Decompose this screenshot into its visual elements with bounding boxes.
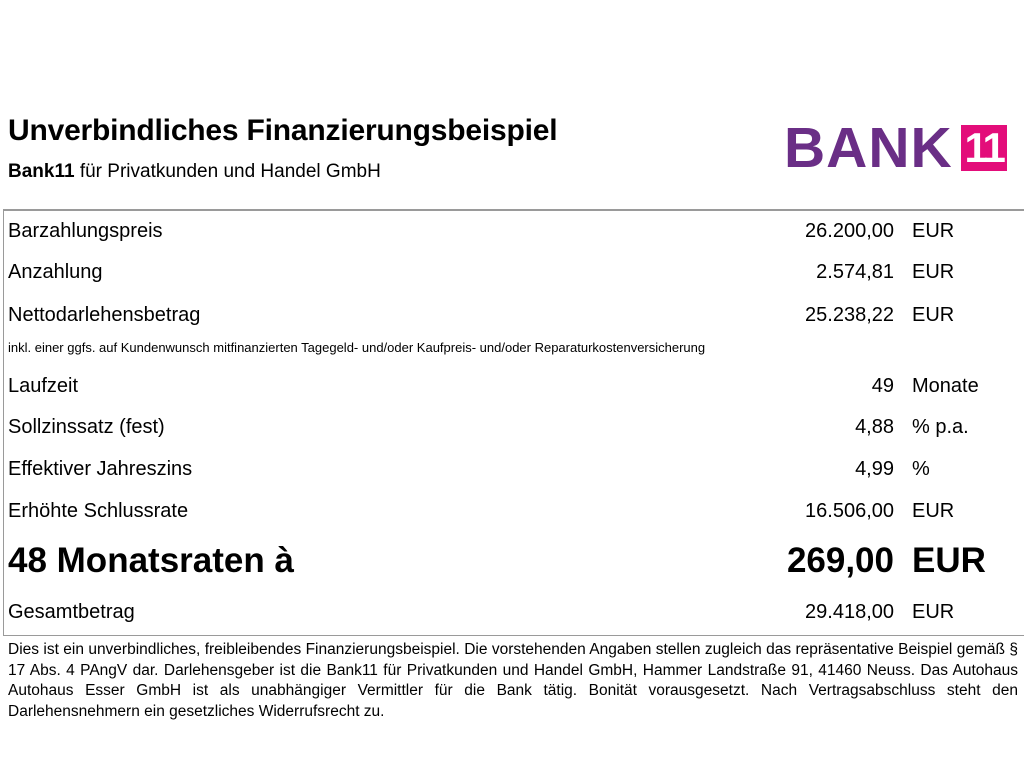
row-value: 49 bbox=[871, 375, 894, 397]
row-unit: % bbox=[912, 458, 930, 480]
legal-disclaimer: Dies ist ein unverbindliches, freibleibendes Finanzierungsbeispiel. Die vorstehenden Angaben stellen zugleich das repräsentative Beispiel gemäß § 17 Abs. 4 PAngV dar. Darlehensgeber ist die Bank11 für Privatkunden und Handel GmbH, Hammer Landstraße 91, 41460 Neuss. Das Autohaus Autohaus Esser GmbH ist als unabhängiger Vermittler für die Bank tätig. Bonität vorausgesetzt. Nach Vertragsabschluss steht den Darlehensnehmern ein gesetzliches Widerrufsrecht zu. bbox=[8, 641, 1018, 720]
row-label: Effektiver Jahreszins bbox=[8, 458, 193, 480]
row-value: 26.200,00 bbox=[805, 220, 894, 242]
row-unit: EUR bbox=[912, 220, 955, 242]
row-label: Erhöhte Schlussrate bbox=[8, 500, 189, 522]
bank-logo bbox=[784, 118, 1007, 178]
bank-logo-text: BANK bbox=[784, 116, 953, 180]
row-label: Laufzeit bbox=[8, 375, 79, 397]
page-title: Unverbindliches Finanzierungsbeispiel bbox=[8, 114, 558, 147]
insurance-note: inkl. einer ggfs. auf Kundenwunsch mitfinanzierten Tagegeld- und/oder Kaufpreis- und/oder Reparaturkostenversicherung bbox=[8, 340, 706, 355]
row-unit: Monate bbox=[912, 375, 979, 397]
row-value: 25.238,22 bbox=[805, 304, 894, 326]
row-value: 2.574,81 bbox=[816, 261, 894, 283]
lender-name: Bank11 bbox=[8, 161, 75, 182]
row-unit: % p.a. bbox=[912, 416, 969, 438]
row-unit: EUR bbox=[912, 261, 955, 283]
row-label: Nettodarlehensbetrag bbox=[8, 304, 201, 326]
lender-subtitle bbox=[8, 161, 381, 183]
row-value: 16.506,00 bbox=[805, 500, 894, 522]
row-unit: EUR bbox=[912, 541, 986, 580]
row-unit: EUR bbox=[912, 601, 955, 623]
row-label: 48 Monatsraten à bbox=[8, 541, 294, 580]
row-label: Gesamtbetrag bbox=[8, 601, 135, 623]
bank-logo-badge: 11 bbox=[961, 125, 1007, 171]
row-unit: EUR bbox=[912, 500, 955, 522]
row-value: 4,99 bbox=[855, 458, 894, 480]
row-label: Sollzinssatz (fest) bbox=[8, 416, 165, 438]
row-label: Anzahlung bbox=[8, 261, 103, 283]
row-value: 29.418,00 bbox=[805, 601, 894, 623]
row-value: 4,88 bbox=[855, 416, 894, 438]
row-label: Barzahlungspreis bbox=[8, 220, 163, 242]
row-value: 269,00 bbox=[786, 541, 894, 580]
row-unit: EUR bbox=[912, 304, 955, 326]
lender-name-rest: für Privatkunden und Handel GmbH bbox=[74, 161, 381, 182]
